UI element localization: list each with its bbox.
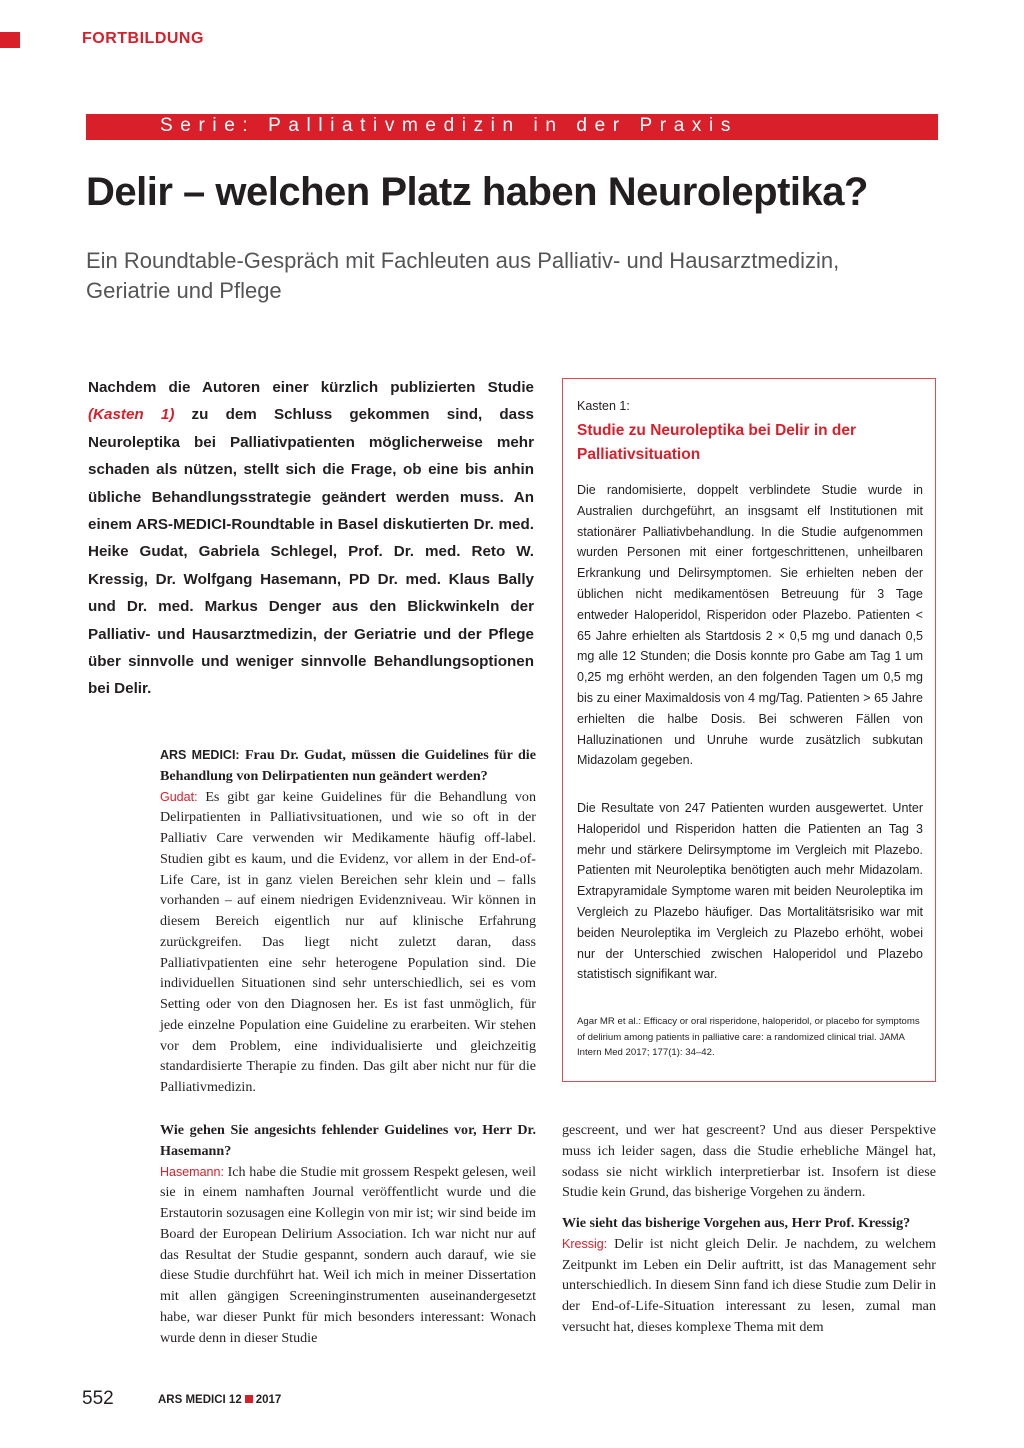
speaker-label: Gudat <box>160 789 195 804</box>
page-number: 552 <box>82 1388 114 1409</box>
interview-column <box>160 745 536 1098</box>
intro-text-1: Nachdem die Autoren einer kürzlich publizierten Studie <box>88 379 534 396</box>
question: Wie gehen Sie angesichts fehlender Guidelines vor, Herr Dr. Hasemann? <box>160 1122 536 1159</box>
box-reference-link[interactable]: (Kasten 1) <box>88 406 175 424</box>
speaker-colon: : <box>194 789 198 804</box>
series-title: Serie: Palliativmedizin in der Praxis <box>160 115 738 136</box>
speaker-label: Hasemann <box>160 1164 221 1179</box>
answer-text: Es gibt gar keine Guidelines für die Behandlung von Delirpatienten in Palliativsituationen, und wie so oft in der Palliativ Care verwenden wir Medikamente häufig off-label. Studien gibt es kaum, und die Evidenz, vor allem in der End-of-Life Care, ist in ganz vielen Bereichen sehr klein und – falls vorhanden – auf einem niedrigen Evidenzniveau. Wir können in diesem Bereich eigentlich nur auf klinische Erfahrung zurückgreifen. Das liegt nicht zuletzt daran, dass Palliativpatienten eine sehr heterogene Population sind. Die individuellen Situationen sind sehr unterschiedlich, sei es vom Setting oder von den Diagnosen her. Es ist fast unmöglich, für jede einzelne Population eine Guideline zu erarbeiten. Wir stehen vor dem Problem, eine individualisierte und gleichzeitig standardisierte Therapie zu finden. Das gilt aber nicht nur für die Palliativmedizin. <box>160 788 536 1095</box>
answer <box>562 1234 936 1338</box>
answer-text: Delir ist nicht gleich Delir. Je nachdem, zu welchem Zeitpunkt im Leben ein Delir auftritt, ist das Management sehr unterschiedlich. In diesem Sinn fand ich diese Studie zum Delir in der End-of-Life-Situation interessant zu lesen, zumal man versucht hat, dieses komplexe Thema mit dem <box>562 1235 936 1335</box>
speaker-colon: : <box>603 1236 608 1251</box>
speaker-colon: : <box>235 748 240 762</box>
journal-issue: ARS MEDICI 12 <box>158 1394 242 1406</box>
answer-continued: gescreent, und wer hat gescreent? Und aus dieser Perspektive muss ich leider sagen, dass die Studie erhebliche Mängel hat, sodass sie nicht wirklich interpretierbar ist. Insofern ist diese Studie kein Grund, das bisherige Vorgehen zu ändern. <box>562 1122 936 1201</box>
section-label: FORTBILDUNG <box>82 30 204 47</box>
box-label: Kasten 1: <box>577 399 630 413</box>
intro-text-2: zu dem Schluss gekommen sind, dass Neuroleptika bei Palliativpatienten möglicherweise mehr schaden als nützen, stellt sich die Frage, ob eine bis anhin übliche Behandlungsstrategie geändert werden muss. An einem ARS-MEDICI-Roundtable in Basel diskutierten Dr. med. Heike Gudat, Gabriela Schlegel, Prof. Dr. med. Reto W. Kressig, Dr. Wolfgang Hasemann, PD Dr. med. Klaus Bally und Dr. med. Markus Denger aus den Blickwinkeln der Palliativ- und Hausarztmedizin, der Geriatrie und der Pflege über sinnvolle und weniger sinnvolle Behandlungsoptionen bei Delir. <box>88 406 534 698</box>
speaker-colon: : <box>220 1164 224 1179</box>
box-paragraph: Die randomisierte, doppelt verblindete Studie wurde in Australien durchgeführt, an insgsamt elf Institutionen mit stationärer Palliativbehandlung. In die Studie aufgenommen wurden Personen mit einer fortgeschrittenen, unheilbaren Erkrankung und Delirsymptomen. Sie erhielten neben der üblichen nicht medikamentösen Betreuung für 3 Tage entweder Haloperidol, Risperidon oder Plazebo. Patienten < 65 Jahre erhielten als Startdosis 2 × 0,5 mg und danach 0,5 mg alle 12 Stunden; die Dosis konnte pro Gabe am Tag 1 um 0,25 mg erhöht werden, an den folgenden Tagen um 0,5 mg bis zu einer Maximaldosis von 4 mg/Tag. Patienten > 65 Jahre erhielten die halbe Dosis. Bei schweren Fällen von Halluzinationen und Unruhe wurde zusätzlich subkutan Midazolam gegeben. <box>577 483 923 768</box>
footer-journal <box>158 1394 281 1406</box>
article-intro <box>88 374 534 703</box>
footer-square-icon <box>245 1395 253 1403</box>
interview-column <box>160 1120 536 1348</box>
question: Wie sieht das bisherige Vorgehen aus, Herr Prof. Kressig? <box>562 1215 911 1231</box>
answer <box>160 1162 536 1349</box>
speaker-label: Kressig <box>562 1236 604 1251</box>
question-text: Frau Dr. Gudat, müssen die Guidelines für die Behandlung von Delirpatienten nun geändert werden? <box>160 747 536 784</box>
series-banner <box>86 114 938 140</box>
answer <box>160 787 536 1098</box>
interview-column <box>562 1120 936 1338</box>
article-title: Delir – welchen Platz haben Neuroleptika? <box>86 170 868 214</box>
corner-marker <box>0 32 20 48</box>
article-subtitle: Ein Roundtable-Gespräch mit Fachleuten aus Palliativ- und Hausarztmedizin, Geriatrie und Pflege <box>86 248 840 303</box>
box-title: Studie zu Neuroleptika bei Delir in der Palliativsituation <box>577 422 857 463</box>
question <box>160 745 536 787</box>
journal-year: 2017 <box>255 1394 282 1406</box>
box-reference: Agar MR et al.: Efficacy or oral risperidone, haloperidol, or placebo for symptoms of delirium among patients in palliative care: a randomized clinical trial. JAMA Intern Med 2017; 177(1): 34–42. <box>577 1016 920 1058</box>
answer-text: Ich habe die Studie mit grossem Respekt gelesen, weil sie in einem namhaften Journal veröffentlicht wurde und die Erstautorin sozusagen eine Kollegin von mir ist; wir sind beide im Board der European Delirium Association. Ich war nicht nur auf das Resultat der Studie gespannt, sondern auch darauf, wie sie diese Studie durchführt hat. Weil ich mich in meiner Dissertation mit allen gängigen Screeninginstrumenten auseinandergesetzt habe, war dieser Punkt für mich besonders interessant: Wonach wurde denn in dieser Studie <box>160 1163 536 1346</box>
box-paragraph: Die Resultate von 247 Patienten wurden ausgewertet. Unter Haloperidol und Risperidon hatten die Patienten an Tag 3 mehr und stärkere Delirsymptome im Vergleich mit Plazebo. Patienten mit Neuroleptika benötigten auch mehr Midazolam. Extrapyramidale Symptome waren mit beiden Neuroleptika im Vergleich zu Plazebo häufiger. Das Mortalitätsrisiko war mit beiden Neuroleptika im Vergleich zu Plazebo erhöht, wobei nur der Unterschied zwischen Haloperidol und Plazebo statistisch signifikant war. <box>577 801 923 982</box>
speaker-label: ARS MEDICI <box>160 748 236 762</box>
